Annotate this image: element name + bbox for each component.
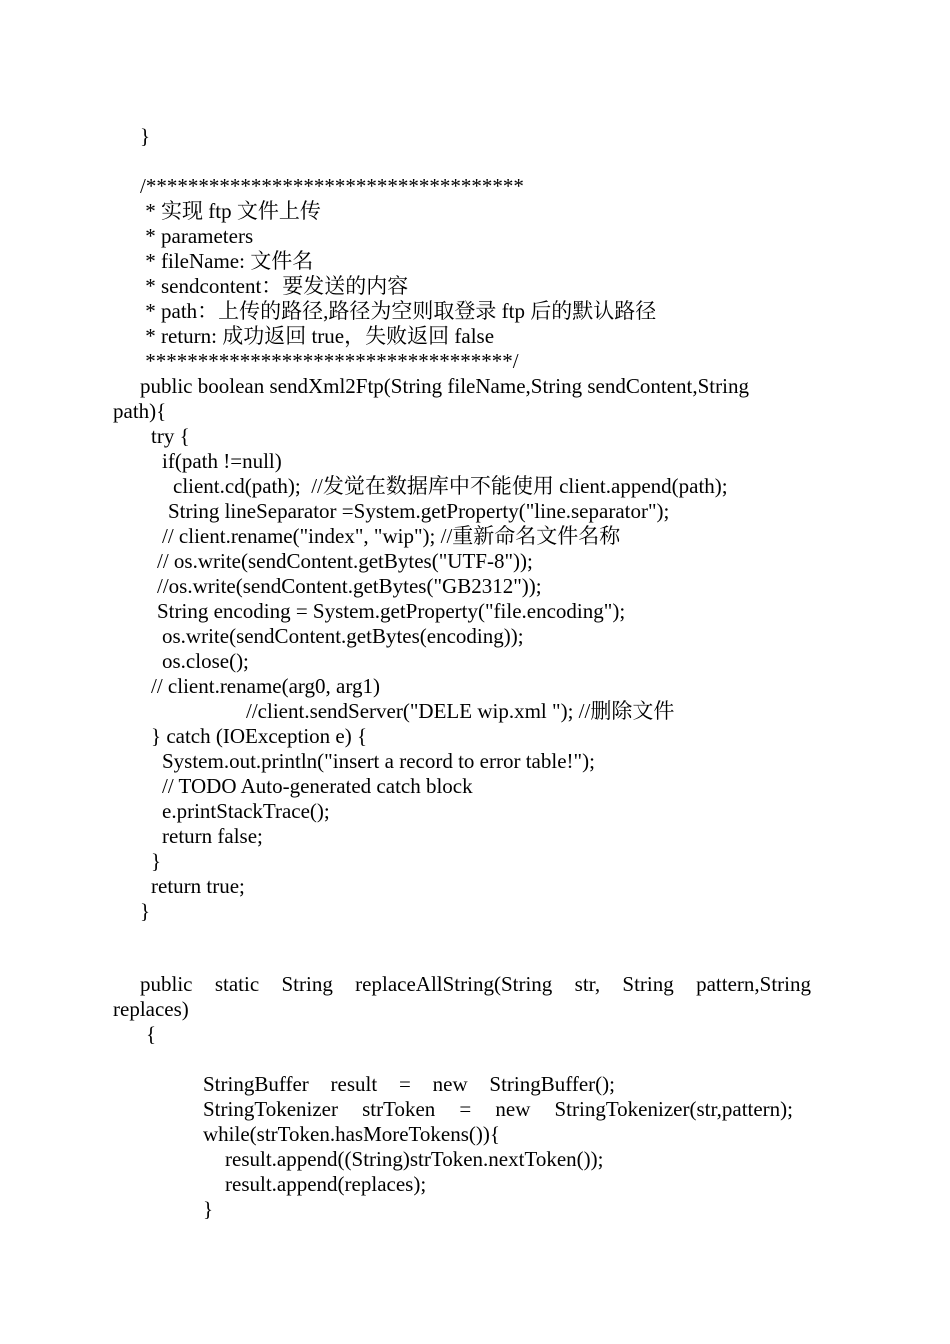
code-line: } catch (IOException e) {	[151, 724, 368, 748]
comment-line: * parameters	[140, 224, 254, 248]
code-line: os.close();	[162, 649, 249, 673]
code-line: StringBuffer result = new StringBuffer();	[203, 1072, 615, 1096]
comment-line: * sendcontent：要发送的内容	[140, 274, 409, 298]
code-line: if(path !=null)	[162, 449, 282, 473]
code-line: e.printStackTrace();	[162, 799, 330, 823]
comment-line: * 实现 ftp 文件上传	[140, 199, 321, 223]
code-line: }	[203, 1197, 214, 1221]
code-line: // TODO Auto-generated catch block	[162, 774, 473, 798]
comment-line: ***********************************/	[140, 349, 519, 373]
code-line: }	[151, 849, 162, 873]
code-line: // client.rename(arg0, arg1)	[151, 674, 380, 698]
code-line: os.write(sendContent.getBytes(encoding));	[162, 624, 524, 648]
code-line: }	[140, 899, 151, 923]
code-line: String encoding = System.getProperty("file.encoding");	[157, 599, 626, 623]
code-line: result.append((String)strToken.nextToken());	[225, 1147, 604, 1171]
code-line: // os.write(sendContent.getBytes("UTF-8"));	[157, 549, 533, 573]
code-line: System.out.println("insert a record to error table!");	[162, 749, 595, 773]
code-line: while(strToken.hasMoreTokens()){	[203, 1122, 500, 1146]
comment-line: * fileName: 文件名	[140, 249, 314, 273]
code-line: // client.rename("index", "wip"); //重新命名文件名称	[162, 524, 621, 548]
code-line: return true;	[151, 874, 245, 898]
method-signature: public static String replaceAllString(String str, String pattern,String	[140, 972, 811, 996]
method-signature-wrap: replaces)	[113, 997, 189, 1021]
comment-line: /************************************	[140, 174, 524, 198]
method-signature-wrap: path){	[113, 399, 167, 423]
code-line: }	[140, 124, 151, 148]
comment-line: * path：上传的路径,路径为空则取登录 ftp 后的默认路径	[140, 299, 657, 323]
method-signature: public boolean sendXml2Ftp(String fileName,String sendContent,String	[140, 374, 749, 398]
code-line: StringTokenizer strToken = new StringTokenizer(str,pattern);	[203, 1097, 793, 1121]
code-line: try {	[151, 424, 190, 448]
code-line: client.cd(path); //发觉在数据库中不能使用 client.append(path);	[173, 474, 728, 498]
code-line: //os.write(sendContent.getBytes("GB2312"));	[157, 574, 542, 598]
comment-line: * return: 成功返回 true，失败返回 false	[140, 324, 495, 348]
code-line: result.append(replaces);	[225, 1172, 427, 1196]
code-line: String lineSeparator =System.getProperty("line.separator");	[168, 499, 670, 523]
code-line: //client.sendServer("DELE wip.xml "); //删除文件	[246, 699, 675, 723]
code-line: return false;	[162, 824, 263, 848]
code-line: {	[146, 1022, 157, 1046]
